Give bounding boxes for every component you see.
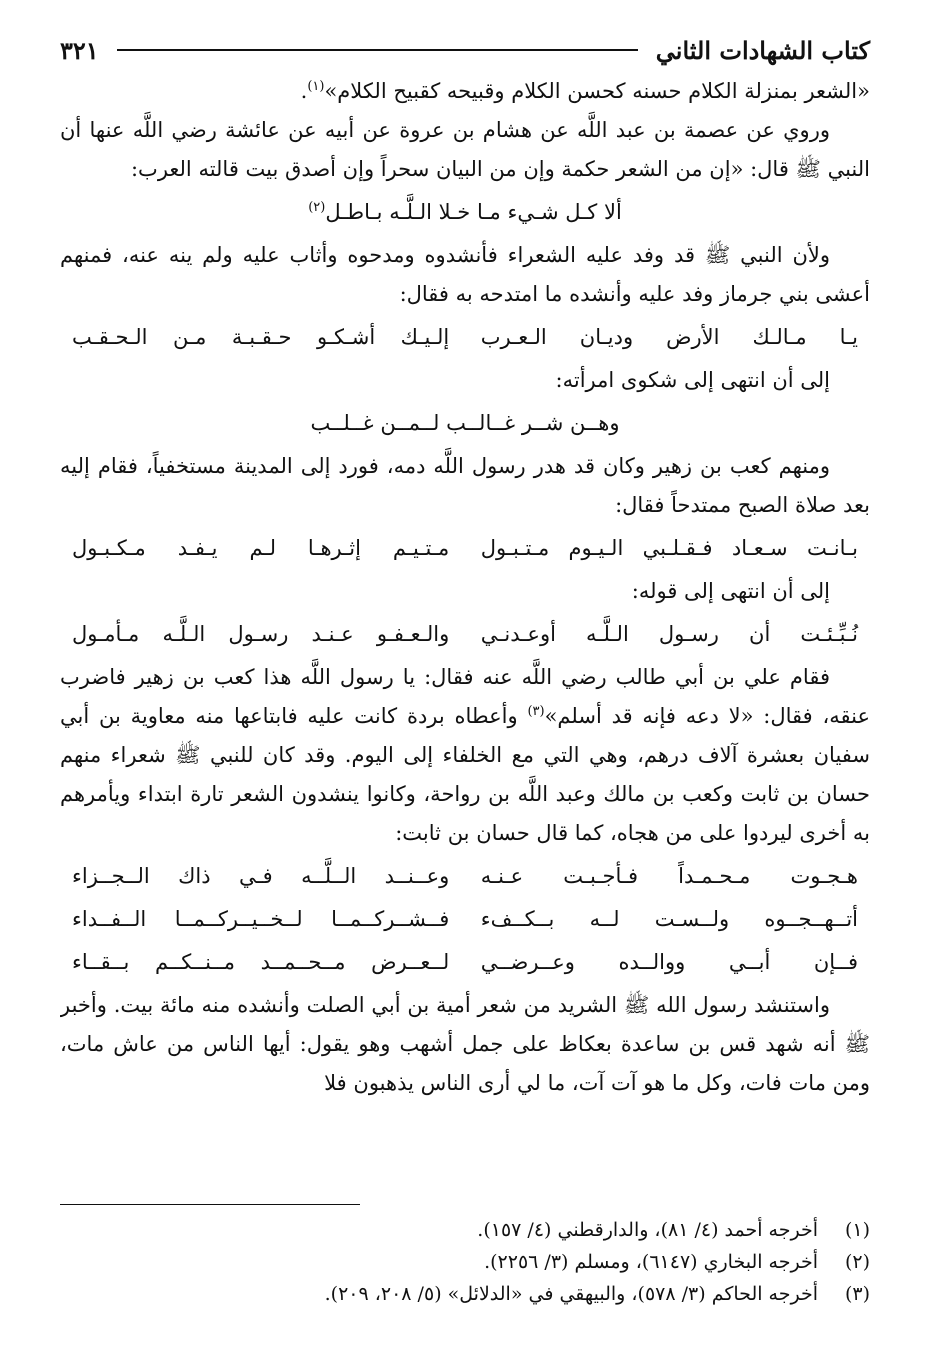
footnote-ref: (٢) (308, 200, 326, 215)
footnote (60, 1214, 870, 1246)
verse-second-hemistich: وعــنــد الــلَّــه فـي ذاك الــجــزاء (72, 864, 450, 888)
verse-line (60, 615, 870, 654)
verse-first-hemistich: بـانـت سـعـاد فـقـلـبي الـيـوم مـتـبـول (480, 536, 858, 560)
book-page (60, 0, 870, 1370)
verse-second-hemistich: إلـيـك أشـكـو حـقـبـة مـن الـحـقـب (72, 325, 450, 349)
footnote-number: (٣) (844, 1283, 870, 1305)
verse-line (60, 529, 870, 568)
verse-first-hemistich: يـا مـالـك الأرض وديـان الـعـرب (480, 325, 858, 349)
running-title: كتاب الشهادات الثاني (655, 35, 870, 65)
footnote (60, 1278, 870, 1310)
verse-first-hemistich: هـجـوت مـحـمـداً فـأجـبـت عـنـه (480, 864, 858, 888)
footnotes (60, 1214, 870, 1310)
paragraph: إلى أن انتهى إلى شكوى امرأته: (555, 368, 830, 392)
footnote-ref: (٣) (527, 704, 545, 719)
verse-line (60, 857, 870, 896)
footnote-text: أخرجه أحمد (٤/ ٨١)، والدارقطني (٤/ ١٥٧). (477, 1219, 818, 1241)
paragraph: ومنهم كعب بن زهير وكان قد هدر رسول اللَّه دمه، فورد إلى المدينة مستخفياً، فقام إليه بعد صلاة الصبح ممتدحاً فقال: (60, 454, 870, 517)
page-body (60, 72, 870, 1177)
footnote (60, 1246, 870, 1278)
footnote-number: (٢) (844, 1251, 870, 1273)
verse-line (60, 900, 870, 939)
footnote-text: أخرجه البخاري (٦١٤٧)، ومسلم (٣/ ٢٢٥٦). (484, 1251, 818, 1273)
verse-second-hemistich: مـتـيـم إثـرهـا لـم يـفـد مـكـبـول (72, 536, 450, 560)
header-rule (117, 49, 638, 51)
verse-line: وهــن شــر غــالــب لــمــن غــلــب (310, 411, 620, 435)
paragraph: «الشعر بمنزلة الكلام حسنه كحسن الكلام وقبيحه كقبيح الكلام»$^{(١)}$. (300, 79, 870, 103)
footnote-ref: (١) (307, 79, 325, 94)
verse-line (60, 943, 870, 982)
paragraph: فقام علي بن أبي طالب رضي اللَّه عنه فقال: يا رسول اللَّه هذا كعب بن زهير فاضرب عنقه، فقال: «لا دعه فإنه قد أسلم»$^{(٣)}$ وأعطاه بردة كانت عليه فابتاعها منه معاوية بن أبي سفيان بعشرة آلاف درهم، وهي التي مع الخلفاء إلى اليوم. وقد كان للنبي ﷺ شعراء منهم حسان بن ثابت وكعب بن مالك وعبد اللَّه بن رواحة، وكانوا ينشدون الشعر تارة ابتداء ويأمرهم به أخرى ليردوا على من هجاه، كما قال حسان بن ثابت: (60, 665, 870, 845)
verse-first-hemistich: أتــهــجــوه ولــسـت لــه بــكــفء (480, 907, 858, 931)
footnote-text: أخرجه الحاكم (٣/ ٥٧٨)، والبيهقي في «الدلائل» (٥/ ٢٠٨، ٢٠٩). (324, 1283, 818, 1305)
verse-first-hemistich: فــإن أبــي ووالــده وعــرضــي (480, 950, 858, 974)
verse-second-hemistich: فــشــركــمــا لــخــيــركــمــا الــفــداء (72, 907, 450, 931)
verse-second-hemistich: والـعـفـو عـنـد رسـول الـلَّـه مـأمـول (72, 622, 450, 646)
paragraph: واستنشد رسول الله ﷺ الشريد من شعر أمية بن أبي الصلت وأنشده منه مائة بيت. وأخبر ﷺ أنه شهد قس بن ساعدة بعكاظ على جمل أشهب وهو يقول: أيها الناس من عاش مات، ومن مات فات، وكل ما هو آت آت، ما لي أرى الناس يذهبون فلا (60, 993, 870, 1095)
verse-line: ألا كـل شـيء مـا خـلا الـلَّـه بـاطـل$^{(٢)}$ (308, 200, 622, 224)
paragraph: ولأن النبي ﷺ قد وفد عليه الشعراء فأنشدوه ومدحوه وأثاب عليه ولم ينه عنه، فمنهم أعشى بني جرماز وفد عليه وأنشده ما امتدحه به فقال: (60, 243, 870, 306)
page-header (60, 30, 870, 70)
footnote-separator (60, 1204, 360, 1205)
paragraph: إلى أن انتهى إلى قوله: (631, 579, 830, 603)
footnote-number: (١) (844, 1219, 870, 1241)
verse-second-hemistich: لــعــرض مــحــمــد مــنــكــم بــقــاء (72, 950, 450, 974)
verse-line (60, 318, 870, 357)
verse-first-hemistich: نُـبِّـئـت أن رسـول الـلَّـه أوعـدنـي (480, 622, 858, 646)
page-number: ٣٢١ (60, 35, 99, 65)
paragraph: وروي عن عصمة بن عبد اللَّه عن هشام بن عروة عن أبيه عن عائشة رضي اللَّه عنها أن النبي ﷺ قال: «إن من الشعر حكمة وإن من البيان سحراً وإن أصدق بيت قالته العرب: (60, 118, 870, 181)
